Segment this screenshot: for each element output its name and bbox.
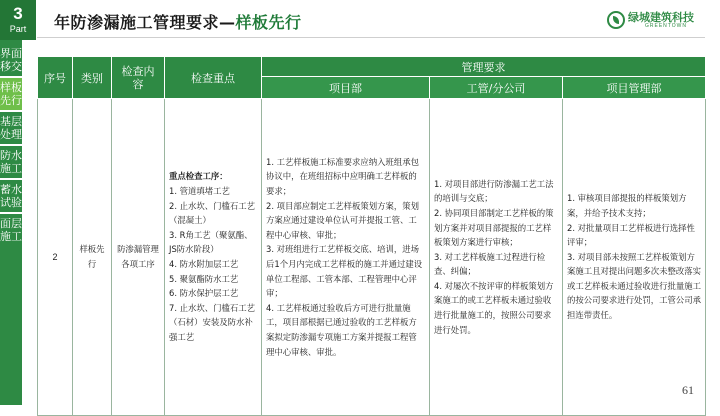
part-label: Part (9, 24, 27, 34)
cell-dept (262, 99, 430, 416)
header-category: 类别 (73, 57, 112, 99)
cell-engineering (430, 99, 563, 416)
part-number: 3 (13, 4, 23, 23)
sidebar-item-surface-construction[interactable]: 面层施工 (0, 217, 22, 243)
table-row (38, 99, 706, 416)
header-project-mgmt: 项目管理部 (563, 77, 706, 99)
leaf-logo-icon (607, 11, 625, 29)
focus-item: 5. 聚氨酯防水工艺 (169, 273, 239, 284)
focus-item: 4. 防水附加层工艺 (169, 259, 239, 269)
dept-item: 2. 项目部应制定工艺样板策划方案，策划方案应通过建设单位认可并提报工管、工程中心审核、审批； (266, 200, 420, 240)
project-mgmt-item: 2. 对批量项目工艺样板进行选择性评审； (567, 222, 695, 248)
focus-item: 3. R角工艺（聚氨酯、JS防水阶段） (169, 229, 253, 255)
engineering-item: 1. 对项目部进行防渗漏工艺工法的培训与交底； (434, 178, 554, 204)
page-number: 61 (682, 383, 694, 397)
sidebar-nav (0, 44, 22, 246)
sidebar-item-interface-handover[interactable]: 界面移交 (0, 47, 22, 73)
engineering-item: 3. 对工艺样板施工过程进行检查、纠偏； (434, 251, 546, 277)
page-title-main: 年防渗漏施工管理要求— (54, 13, 236, 32)
cell-seq (38, 99, 73, 416)
header-content: 检查内容 (112, 57, 165, 99)
project-mgmt-item: 3. 对项目部未按照工艺样板策划方案施工且对提出问题多次未整改落实或工艺样板未通过验收进行批量施工的按公司要求进行处罚，工管公司承担连带责任。 (567, 251, 701, 321)
dept-item: 4. 工艺样板通过验收后方可进行批量施工，项目部根据已通过验收的工艺样板方案拟定防渗漏专项施工方案并提报工程管理中心审核、审批。 (266, 302, 417, 357)
header-engineering: 工管/分公司 (430, 77, 563, 99)
cell-content: 防渗漏管理各项工序 (112, 99, 165, 416)
seq-value: 2 (52, 251, 58, 262)
header-management-requirements: 管理要求 (262, 57, 706, 77)
focus-item: 2. 止水坎、门槛石工艺（混凝土） (169, 200, 256, 226)
cell-project-mgmt (563, 99, 706, 416)
company-logo (607, 9, 707, 31)
dept-item: 1. 工艺样板施工标准要求应纳入班组承包协议中，在班组招标中应明确工艺样板的要求； (266, 156, 420, 197)
sidebar-item-waterproof-construction[interactable]: 防水施工 (0, 149, 22, 175)
cell-category: 样板先行 (73, 99, 112, 416)
logo-subtitle: GREENTOWN (645, 23, 687, 29)
header-focus: 检查重点 (165, 57, 262, 99)
page-title-highlight: 样板先行 (235, 13, 302, 32)
cell-focus (165, 99, 262, 416)
focus-item: 6. 防水保护层工艺 (169, 288, 239, 299)
sidebar-item-base-treatment[interactable]: 基层处理 (0, 115, 22, 141)
engineering-item: 2. 协同项目部制定工艺样板的策划方案并对项目部提报的工艺样板策划方案进行审核； (434, 207, 554, 248)
logo-name: 绿城建筑科技 (628, 11, 694, 24)
page-title (54, 10, 302, 33)
focus-title: 重点检查工序： (169, 171, 228, 182)
header-dept: 项目部 (262, 77, 430, 99)
focus-item: 1. 管道填堵工艺 (169, 186, 230, 197)
header-divider (37, 37, 705, 38)
part-badge (0, 0, 36, 40)
project-mgmt-item: 1. 审核项目部提报的样板策划方案，并给予技术支持； (567, 193, 687, 218)
focus-item: 7. 止水坎、门槛石工艺（石材）安装及防水补强工艺 (169, 302, 256, 342)
sidebar-item-water-test[interactable]: 蓄水试验 (0, 183, 22, 209)
management-table (37, 56, 706, 416)
header-seq: 序号 (38, 57, 73, 99)
sidebar-item-sample-first[interactable]: 样板先行 (0, 78, 22, 110)
section-sidebar (0, 0, 22, 405)
dept-item: 3. 对班组进行工艺样板交底、培训，进场后1个月内完成工艺样板的施工并通过建设单位工程部、工管本部、工程管理中心评审； (266, 244, 423, 299)
engineering-item: 4. 对屡次不按评审的样板策划方案施工的或工艺样板未通过验收进行批量施工的，按照公司要求进行处罚。 (434, 280, 554, 335)
